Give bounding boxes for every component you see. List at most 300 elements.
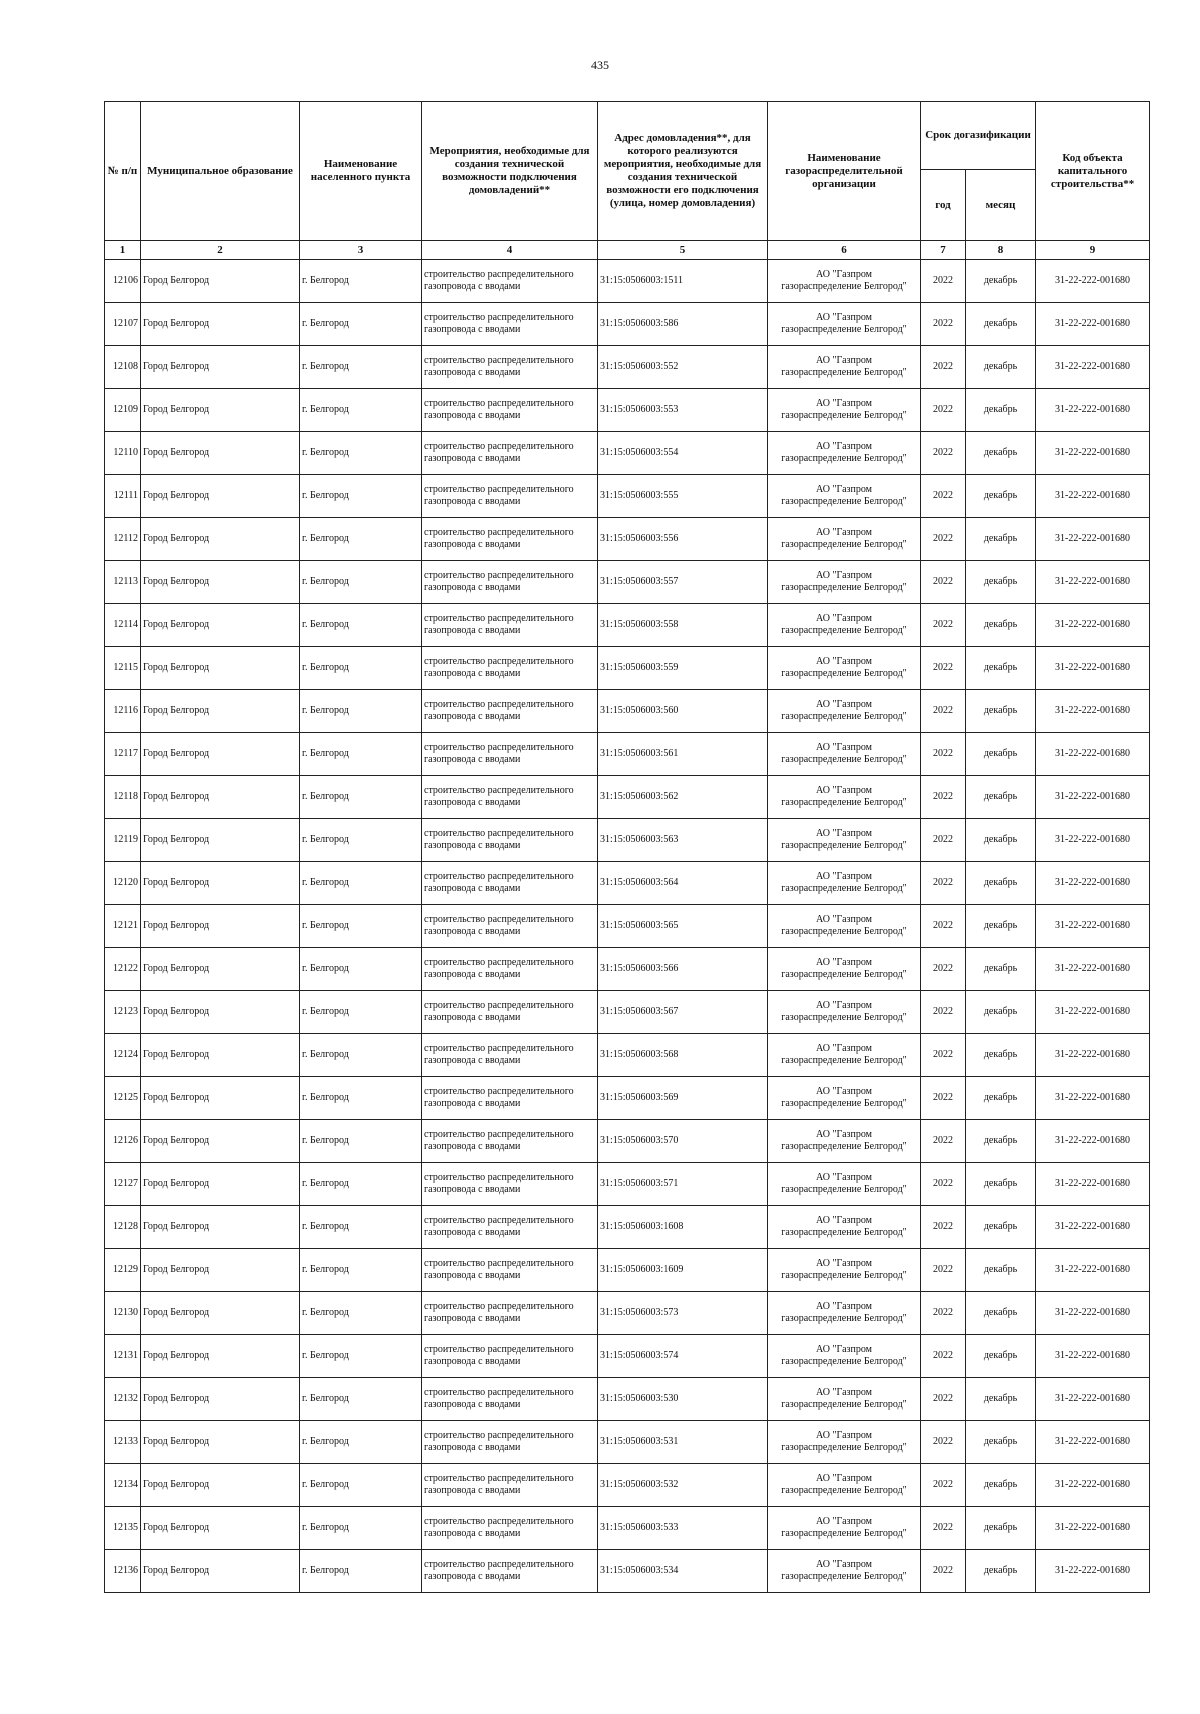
- cell-num: 12121: [105, 905, 141, 948]
- org-name-line: АО "Газпром: [816, 785, 872, 796]
- cell-municipality: Город Белгород: [141, 948, 300, 991]
- cell-code: 31-22-222-001680: [1036, 346, 1150, 389]
- table-row: [105, 1163, 1150, 1206]
- cell-measure: строительство распределительного газопровода с вводами: [422, 1378, 598, 1421]
- org-name-line: газораспределение Белгород": [781, 367, 907, 378]
- cell-year: 2022: [921, 690, 966, 733]
- cell-org: [768, 604, 921, 647]
- cell-address: 31:15:0506003:566: [598, 948, 768, 991]
- cell-code: 31-22-222-001680: [1036, 991, 1150, 1034]
- cell-num: 12107: [105, 303, 141, 346]
- cell-org: [768, 690, 921, 733]
- header-settlement: Наименование населенного пункта: [300, 102, 422, 241]
- cell-month: декабрь: [966, 991, 1036, 1034]
- cell-num: 12115: [105, 647, 141, 690]
- cell-address: 31:15:0506003:553: [598, 389, 768, 432]
- cell-address: 31:15:0506003:574: [598, 1335, 768, 1378]
- cell-measure: строительство распределительного газопровода с вводами: [422, 604, 598, 647]
- cell-org: [768, 1120, 921, 1163]
- cell-num: 12127: [105, 1163, 141, 1206]
- cell-measure: строительство распределительного газопровода с вводами: [422, 260, 598, 303]
- table-row: [105, 389, 1150, 432]
- cell-address: 31:15:0506003:558: [598, 604, 768, 647]
- org-name-line: газораспределение Белгород": [781, 1227, 907, 1238]
- cell-month: декабрь: [966, 1163, 1036, 1206]
- header-address: Адрес домовладения**, для которого реализуются мероприятия, необходимые для создания технической возможности его подключения (улица, номер домовладения): [598, 102, 768, 241]
- cell-month: декабрь: [966, 1550, 1036, 1593]
- cell-org: [768, 1550, 921, 1593]
- cell-year: 2022: [921, 1421, 966, 1464]
- table-row: [105, 819, 1150, 862]
- cell-measure: строительство распределительного газопровода с вводами: [422, 561, 598, 604]
- cell-municipality: Город Белгород: [141, 518, 300, 561]
- cell-municipality: Город Белгород: [141, 432, 300, 475]
- org-name-line: АО "Газпром: [816, 957, 872, 968]
- cell-code: 31-22-222-001680: [1036, 1034, 1150, 1077]
- org-name-line: АО "Газпром: [816, 1129, 872, 1140]
- cell-settlement: г. Белгород: [300, 1077, 422, 1120]
- cell-num: 12114: [105, 604, 141, 647]
- cell-measure: строительство распределительного газопровода с вводами: [422, 475, 598, 518]
- cell-address: 31:15:0506003:556: [598, 518, 768, 561]
- cell-measure: строительство распределительного газопровода с вводами: [422, 1249, 598, 1292]
- cell-org: [768, 862, 921, 905]
- cell-measure: строительство распределительного газопровода с вводами: [422, 1464, 598, 1507]
- cell-org: [768, 1464, 921, 1507]
- cell-settlement: г. Белгород: [300, 1034, 422, 1077]
- cell-num: 12134: [105, 1464, 141, 1507]
- cell-measure: строительство распределительного газопровода с вводами: [422, 1292, 598, 1335]
- cell-month: декабрь: [966, 733, 1036, 776]
- table-row: [105, 1206, 1150, 1249]
- cell-org: [768, 1206, 921, 1249]
- cell-num: 12133: [105, 1421, 141, 1464]
- column-number: 7: [921, 241, 966, 260]
- table-body: [105, 260, 1150, 1593]
- cell-month: декабрь: [966, 1464, 1036, 1507]
- cell-settlement: г. Белгород: [300, 948, 422, 991]
- cell-code: 31-22-222-001680: [1036, 1335, 1150, 1378]
- cell-code: 31-22-222-001680: [1036, 905, 1150, 948]
- cell-settlement: г. Белгород: [300, 1206, 422, 1249]
- cell-num: 12113: [105, 561, 141, 604]
- cell-address: 31:15:0506003:569: [598, 1077, 768, 1120]
- org-name-line: АО "Газпром: [816, 269, 872, 280]
- table-row: [105, 1292, 1150, 1335]
- org-name-line: АО "Газпром: [816, 613, 872, 624]
- column-number: 6: [768, 241, 921, 260]
- cell-code: 31-22-222-001680: [1036, 776, 1150, 819]
- cell-municipality: Город Белгород: [141, 389, 300, 432]
- cell-measure: строительство распределительного газопровода с вводами: [422, 647, 598, 690]
- cell-year: 2022: [921, 389, 966, 432]
- org-name-line: газораспределение Белгород": [781, 1528, 907, 1539]
- cell-address: 31:15:0506003:554: [598, 432, 768, 475]
- org-name-line: газораспределение Белгород": [781, 1055, 907, 1066]
- org-name-line: газораспределение Белгород": [781, 496, 907, 507]
- cell-settlement: г. Белгород: [300, 432, 422, 475]
- cell-num: 12119: [105, 819, 141, 862]
- cell-code: 31-22-222-001680: [1036, 604, 1150, 647]
- org-name-line: газораспределение Белгород": [781, 539, 907, 550]
- cell-org: [768, 1507, 921, 1550]
- cell-address: 31:15:0506003:555: [598, 475, 768, 518]
- cell-municipality: Город Белгород: [141, 991, 300, 1034]
- org-name-line: АО "Газпром: [816, 742, 872, 753]
- org-name-line: газораспределение Белгород": [781, 668, 907, 679]
- table-row: [105, 518, 1150, 561]
- cell-code: 31-22-222-001680: [1036, 1464, 1150, 1507]
- cell-org: [768, 1163, 921, 1206]
- cell-code: 31-22-222-001680: [1036, 948, 1150, 991]
- cell-month: декабрь: [966, 518, 1036, 561]
- cell-num: 12136: [105, 1550, 141, 1593]
- table-row: [105, 1464, 1150, 1507]
- org-name-line: АО "Газпром: [816, 398, 872, 409]
- cell-settlement: г. Белгород: [300, 1507, 422, 1550]
- table-row: [105, 604, 1150, 647]
- cell-code: 31-22-222-001680: [1036, 733, 1150, 776]
- cell-municipality: Город Белгород: [141, 905, 300, 948]
- cell-month: декабрь: [966, 819, 1036, 862]
- cell-measure: строительство распределительного газопровода с вводами: [422, 690, 598, 733]
- page-number: 435: [591, 58, 609, 72]
- cell-code: 31-22-222-001680: [1036, 1550, 1150, 1593]
- cell-num: 12131: [105, 1335, 141, 1378]
- cell-month: декабрь: [966, 1421, 1036, 1464]
- column-number: 9: [1036, 241, 1150, 260]
- org-name-line: АО "Газпром: [816, 570, 872, 581]
- cell-org: [768, 1378, 921, 1421]
- header-org: Наименование газораспределительной организации: [768, 102, 921, 241]
- table-row: [105, 432, 1150, 475]
- header-code: Код объекта капитального строительства**: [1036, 102, 1150, 241]
- cell-code: 31-22-222-001680: [1036, 1292, 1150, 1335]
- org-name-line: АО "Газпром: [816, 1387, 872, 1398]
- cell-year: 2022: [921, 1120, 966, 1163]
- cell-settlement: г. Белгород: [300, 1335, 422, 1378]
- cell-year: 2022: [921, 260, 966, 303]
- cell-year: 2022: [921, 1034, 966, 1077]
- cell-num: 12116: [105, 690, 141, 733]
- cell-year: 2022: [921, 561, 966, 604]
- cell-measure: строительство распределительного газопровода с вводами: [422, 819, 598, 862]
- cell-month: декабрь: [966, 1292, 1036, 1335]
- cell-settlement: г. Белгород: [300, 389, 422, 432]
- cell-measure: строительство распределительного газопровода с вводами: [422, 1163, 598, 1206]
- cell-settlement: г. Белгород: [300, 1249, 422, 1292]
- cell-month: декабрь: [966, 862, 1036, 905]
- cell-settlement: г. Белгород: [300, 475, 422, 518]
- cell-measure: строительство распределительного газопровода с вводами: [422, 1034, 598, 1077]
- org-name-line: АО "Газпром: [816, 355, 872, 366]
- org-name-line: газораспределение Белгород": [781, 453, 907, 464]
- cell-month: декабрь: [966, 1034, 1036, 1077]
- cell-municipality: Город Белгород: [141, 1378, 300, 1421]
- cell-address: 31:15:0506003:567: [598, 991, 768, 1034]
- cell-code: 31-22-222-001680: [1036, 690, 1150, 733]
- org-name-line: газораспределение Белгород": [781, 582, 907, 593]
- cell-code: 31-22-222-001680: [1036, 1378, 1150, 1421]
- cell-address: 31:15:0506003:565: [598, 905, 768, 948]
- cell-settlement: г. Белгород: [300, 733, 422, 776]
- cell-address: 31:15:0506003:530: [598, 1378, 768, 1421]
- cell-settlement: г. Белгород: [300, 561, 422, 604]
- cell-address: 31:15:0506003:557: [598, 561, 768, 604]
- cell-measure: строительство распределительного газопровода с вводами: [422, 303, 598, 346]
- cell-org: [768, 475, 921, 518]
- cell-year: 2022: [921, 1335, 966, 1378]
- org-name-line: АО "Газпром: [816, 312, 872, 323]
- cell-municipality: Город Белгород: [141, 1421, 300, 1464]
- cell-org: [768, 1249, 921, 1292]
- cell-num: 12106: [105, 260, 141, 303]
- org-name-line: газораспределение Белгород": [781, 1141, 907, 1152]
- org-name-line: газораспределение Белгород": [781, 1184, 907, 1195]
- cell-municipality: Город Белгород: [141, 1034, 300, 1077]
- cell-month: декабрь: [966, 432, 1036, 475]
- cell-measure: строительство распределительного газопровода с вводами: [422, 1507, 598, 1550]
- table-row: [105, 303, 1150, 346]
- table-row: [105, 1421, 1150, 1464]
- table-row: [105, 260, 1150, 303]
- org-name-line: газораспределение Белгород": [781, 754, 907, 765]
- table-row: [105, 561, 1150, 604]
- cell-year: 2022: [921, 991, 966, 1034]
- cell-code: 31-22-222-001680: [1036, 1077, 1150, 1120]
- cell-code: 31-22-222-001680: [1036, 260, 1150, 303]
- header-municipality: Муниципальное образование: [141, 102, 300, 241]
- cell-municipality: Город Белгород: [141, 1206, 300, 1249]
- table-row: [105, 862, 1150, 905]
- table-row: [105, 1249, 1150, 1292]
- org-name-line: АО "Газпром: [816, 699, 872, 710]
- cell-address: 31:15:0506003:1608: [598, 1206, 768, 1249]
- cell-month: декабрь: [966, 1206, 1036, 1249]
- org-name-line: АО "Газпром: [816, 1043, 872, 1054]
- cell-settlement: г. Белгород: [300, 1163, 422, 1206]
- cell-municipality: Город Белгород: [141, 1120, 300, 1163]
- cell-month: декабрь: [966, 260, 1036, 303]
- cell-month: декабрь: [966, 475, 1036, 518]
- cell-settlement: г. Белгород: [300, 303, 422, 346]
- cell-measure: строительство распределительного газопровода с вводами: [422, 1120, 598, 1163]
- cell-month: декабрь: [966, 1378, 1036, 1421]
- cell-municipality: Город Белгород: [141, 475, 300, 518]
- org-name-line: газораспределение Белгород": [781, 1356, 907, 1367]
- cell-municipality: Город Белгород: [141, 1249, 300, 1292]
- cell-address: 31:15:0506003:1511: [598, 260, 768, 303]
- cell-address: 31:15:0506003:559: [598, 647, 768, 690]
- header-year: год: [921, 170, 966, 241]
- org-name-line: газораспределение Белгород": [781, 1571, 907, 1582]
- table-row: [105, 647, 1150, 690]
- cell-address: 31:15:0506003:571: [598, 1163, 768, 1206]
- cell-month: декабрь: [966, 647, 1036, 690]
- cell-code: 31-22-222-001680: [1036, 647, 1150, 690]
- table-row: [105, 1550, 1150, 1593]
- org-name-line: газораспределение Белгород": [781, 840, 907, 851]
- cell-month: декабрь: [966, 1077, 1036, 1120]
- cell-settlement: г. Белгород: [300, 260, 422, 303]
- cell-org: [768, 432, 921, 475]
- cell-municipality: Город Белгород: [141, 303, 300, 346]
- cell-num: 12112: [105, 518, 141, 561]
- table-row: [105, 776, 1150, 819]
- header-month: месяц: [966, 170, 1036, 241]
- cell-org: [768, 1421, 921, 1464]
- cell-month: декабрь: [966, 346, 1036, 389]
- org-name-line: газораспределение Белгород": [781, 1012, 907, 1023]
- cell-address: 31:15:0506003:534: [598, 1550, 768, 1593]
- cell-num: 12111: [105, 475, 141, 518]
- cell-num: 12125: [105, 1077, 141, 1120]
- cell-org: [768, 776, 921, 819]
- cell-municipality: Город Белгород: [141, 690, 300, 733]
- cell-month: декабрь: [966, 948, 1036, 991]
- cell-month: декабрь: [966, 1335, 1036, 1378]
- cell-month: декабрь: [966, 905, 1036, 948]
- header-term: Срок догазификации: [921, 102, 1036, 170]
- cell-code: 31-22-222-001680: [1036, 432, 1150, 475]
- column-number: 4: [422, 241, 598, 260]
- org-name-line: газораспределение Белгород": [781, 1270, 907, 1281]
- cell-org: [768, 1335, 921, 1378]
- cell-measure: строительство распределительного газопровода с вводами: [422, 1421, 598, 1464]
- cell-code: 31-22-222-001680: [1036, 862, 1150, 905]
- cell-measure: строительство распределительного газопровода с вводами: [422, 905, 598, 948]
- cell-num: 12126: [105, 1120, 141, 1163]
- cell-measure: строительство распределительного газопровода с вводами: [422, 1335, 598, 1378]
- cell-num: 12122: [105, 948, 141, 991]
- cell-address: 31:15:0506003:533: [598, 1507, 768, 1550]
- cell-code: 31-22-222-001680: [1036, 1421, 1150, 1464]
- cell-municipality: Город Белгород: [141, 604, 300, 647]
- cell-num: 12129: [105, 1249, 141, 1292]
- cell-year: 2022: [921, 1249, 966, 1292]
- cell-code: 31-22-222-001680: [1036, 518, 1150, 561]
- cell-month: декабрь: [966, 604, 1036, 647]
- org-name-line: газораспределение Белгород": [781, 1485, 907, 1496]
- cell-municipality: Город Белгород: [141, 1077, 300, 1120]
- column-number: 5: [598, 241, 768, 260]
- cell-municipality: Город Белгород: [141, 260, 300, 303]
- org-name-line: газораспределение Белгород": [781, 410, 907, 421]
- cell-measure: строительство распределительного газопровода с вводами: [422, 862, 598, 905]
- org-name-line: газораспределение Белгород": [781, 1442, 907, 1453]
- cell-address: 31:15:0506003:531: [598, 1421, 768, 1464]
- table-row: [105, 991, 1150, 1034]
- org-name-line: газораспределение Белгород": [781, 969, 907, 980]
- cell-address: 31:15:0506003:532: [598, 1464, 768, 1507]
- cell-address: 31:15:0506003:570: [598, 1120, 768, 1163]
- cell-org: [768, 346, 921, 389]
- cell-org: [768, 260, 921, 303]
- org-name-line: АО "Газпром: [816, 1516, 872, 1527]
- table-row: [105, 1077, 1150, 1120]
- cell-org: [768, 647, 921, 690]
- cell-year: 2022: [921, 518, 966, 561]
- cell-year: 2022: [921, 862, 966, 905]
- cell-year: 2022: [921, 604, 966, 647]
- column-number: 2: [141, 241, 300, 260]
- cell-settlement: г. Белгород: [300, 1378, 422, 1421]
- cell-year: 2022: [921, 776, 966, 819]
- table-row: [105, 1378, 1150, 1421]
- org-name-line: АО "Газпром: [816, 1473, 872, 1484]
- column-number: 8: [966, 241, 1036, 260]
- cell-address: 31:15:0506003:563: [598, 819, 768, 862]
- cell-settlement: г. Белгород: [300, 862, 422, 905]
- org-name-line: АО "Газпром: [816, 914, 872, 925]
- cell-year: 2022: [921, 303, 966, 346]
- table-row: [105, 690, 1150, 733]
- cell-year: 2022: [921, 346, 966, 389]
- cell-settlement: г. Белгород: [300, 776, 422, 819]
- cell-year: 2022: [921, 1550, 966, 1593]
- cell-org: [768, 733, 921, 776]
- cell-code: 31-22-222-001680: [1036, 303, 1150, 346]
- org-name-line: газораспределение Белгород": [781, 281, 907, 292]
- cell-month: декабрь: [966, 1249, 1036, 1292]
- cell-org: [768, 389, 921, 432]
- cell-year: 2022: [921, 647, 966, 690]
- org-name-line: АО "Газпром: [816, 441, 872, 452]
- cell-org: [768, 819, 921, 862]
- org-name-line: АО "Газпром: [816, 1344, 872, 1355]
- cell-settlement: г. Белгород: [300, 518, 422, 561]
- gasification-table: [104, 101, 1150, 1593]
- cell-num: 12130: [105, 1292, 141, 1335]
- cell-settlement: г. Белгород: [300, 1120, 422, 1163]
- cell-year: 2022: [921, 905, 966, 948]
- cell-month: декабрь: [966, 1120, 1036, 1163]
- header-num: № п/п: [105, 102, 141, 241]
- cell-num: 12108: [105, 346, 141, 389]
- table-row: [105, 475, 1150, 518]
- org-name-line: АО "Газпром: [816, 1301, 872, 1312]
- cell-org: [768, 1077, 921, 1120]
- cell-settlement: г. Белгород: [300, 819, 422, 862]
- cell-month: декабрь: [966, 303, 1036, 346]
- cell-settlement: г. Белгород: [300, 1550, 422, 1593]
- cell-settlement: г. Белгород: [300, 1421, 422, 1464]
- cell-measure: строительство распределительного газопровода с вводами: [422, 518, 598, 561]
- org-name-line: газораспределение Белгород": [781, 625, 907, 636]
- org-name-line: АО "Газпром: [816, 1430, 872, 1441]
- header-measures: Мероприятия, необходимые для создания технической возможности подключения домовладений**: [422, 102, 598, 241]
- org-name-line: газораспределение Белгород": [781, 797, 907, 808]
- cell-municipality: Город Белгород: [141, 1464, 300, 1507]
- cell-settlement: г. Белгород: [300, 604, 422, 647]
- cell-measure: строительство распределительного газопровода с вводами: [422, 389, 598, 432]
- cell-month: декабрь: [966, 561, 1036, 604]
- cell-num: 12117: [105, 733, 141, 776]
- cell-measure: строительство распределительного газопровода с вводами: [422, 948, 598, 991]
- cell-num: 12128: [105, 1206, 141, 1249]
- org-name-line: АО "Газпром: [816, 1215, 872, 1226]
- org-name-line: АО "Газпром: [816, 828, 872, 839]
- cell-code: 31-22-222-001680: [1036, 475, 1150, 518]
- cell-measure: строительство распределительного газопровода с вводами: [422, 733, 598, 776]
- cell-address: 31:15:0506003:552: [598, 346, 768, 389]
- cell-code: 31-22-222-001680: [1036, 389, 1150, 432]
- cell-year: 2022: [921, 948, 966, 991]
- cell-org: [768, 1034, 921, 1077]
- cell-num: 12118: [105, 776, 141, 819]
- cell-municipality: Город Белгород: [141, 733, 300, 776]
- org-name-line: АО "Газпром: [816, 527, 872, 538]
